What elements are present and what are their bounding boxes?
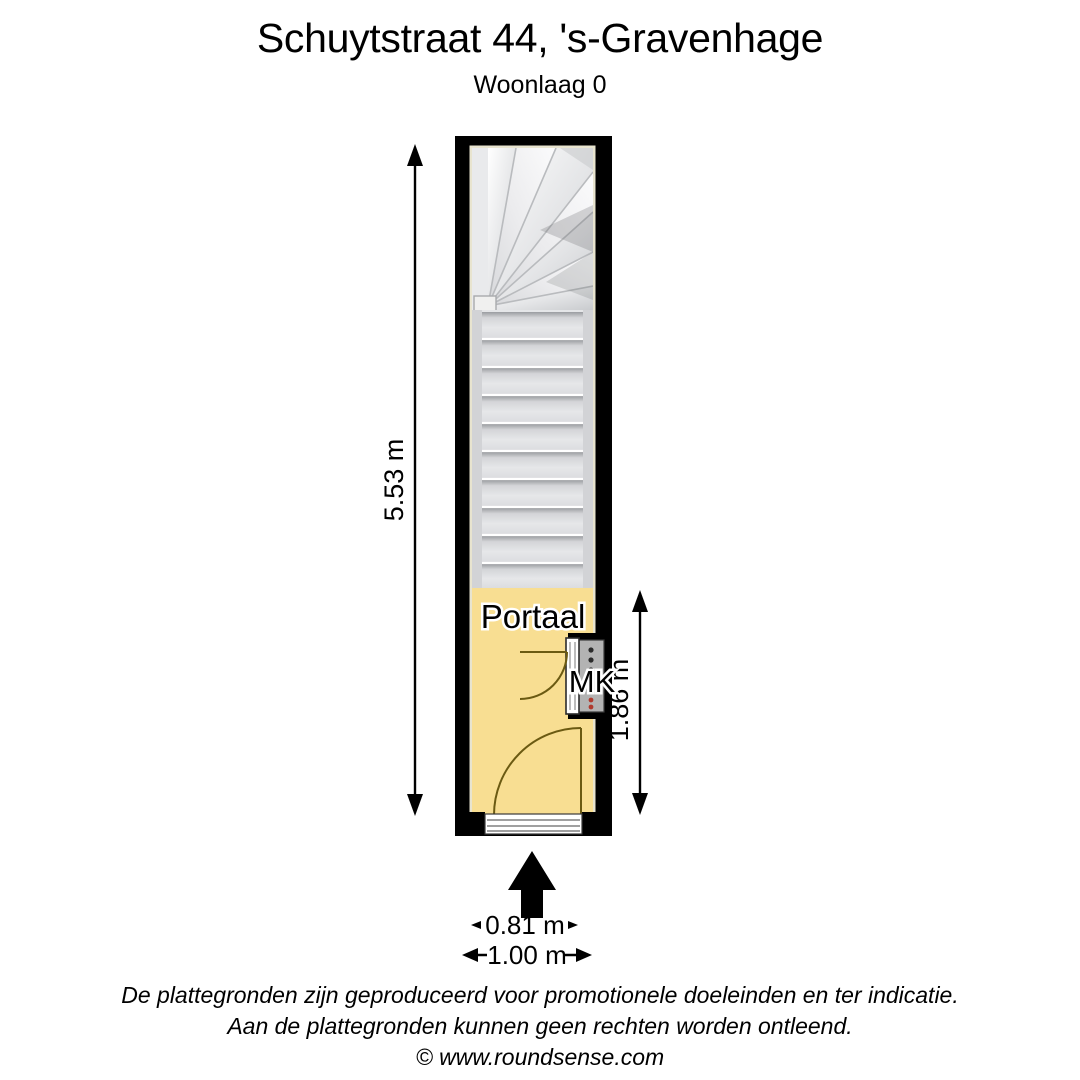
page-subtitle: Woonlaag 0 <box>473 71 607 99</box>
room-label-portaal: Portaal <box>480 598 586 635</box>
dimension-depth <box>379 144 423 816</box>
dimension-total-width <box>462 940 592 970</box>
straight-staircase <box>472 310 593 588</box>
footer <box>0 980 1080 1073</box>
page-title: Schuytstraat 44, 's-Gravenhage <box>256 15 824 61</box>
winder-staircase <box>472 148 593 318</box>
dimension-portaal-depth-label: 1.86 m <box>604 658 634 742</box>
footer-line-1: De plattegronden zijn geproduceerd voor promotionele doeleinden en ter indicatie. <box>121 982 959 1008</box>
footer-line-2: Aan de plattegronden kunnen geen rechten worden ontleend. <box>227 1013 853 1039</box>
room-label-meterkast: MK <box>568 664 616 699</box>
dimension-door-width-label: 0.81 m <box>485 910 565 940</box>
front-door <box>455 812 612 836</box>
dimension-door-width <box>471 910 578 940</box>
dimension-depth-label: 5.53 m <box>379 438 409 522</box>
entrance-arrow <box>508 851 556 918</box>
footer-copyright: © www.roundsense.com <box>415 1044 665 1070</box>
dimension-total-width-label: 1.00 m <box>487 940 567 970</box>
